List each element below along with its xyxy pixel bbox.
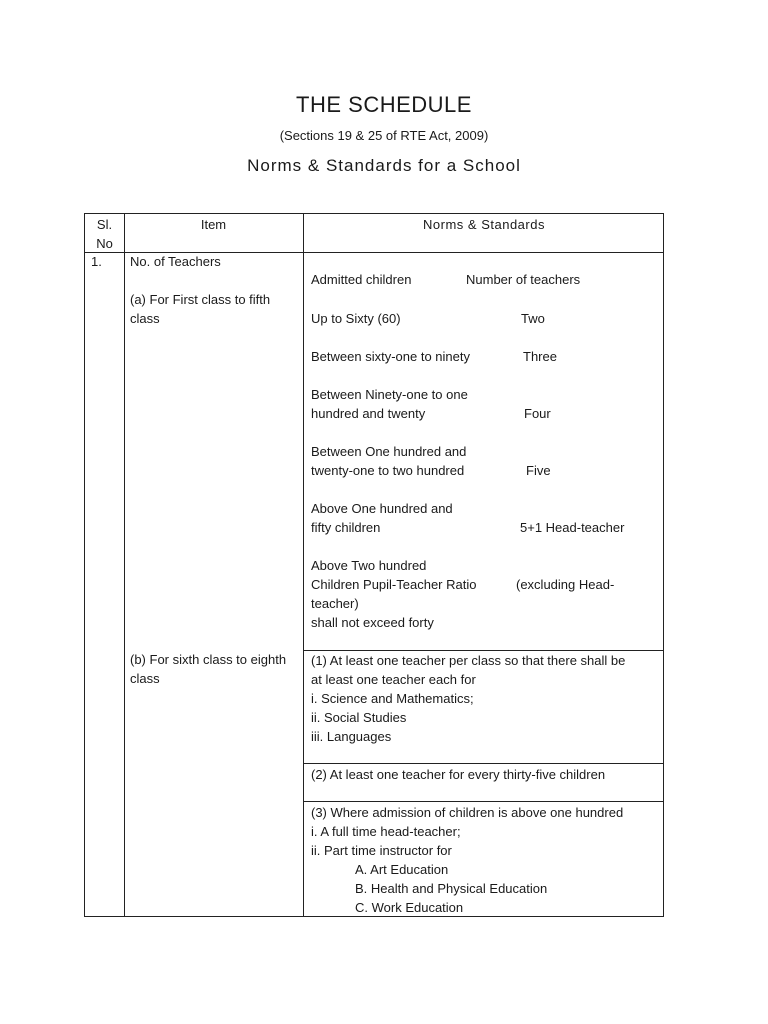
norm-teachers: Two <box>521 311 545 326</box>
admitted-children-header: Admitted children <box>311 272 412 287</box>
upper-norm-1: (1) At least one teacher per class so that there shall be at least one teacher each for i. Science and Mathematics; ii. Social Studies iii. Languages <box>311 653 626 744</box>
sl-no-cell: 1. <box>91 254 102 269</box>
document-subtitle: (Sections 19 & 25 of RTE Act, 2009) <box>279 128 489 143</box>
pupil-teacher-ratio-norm: Above Two hundred Children Pupil-Teacher Ratio (excluding Head- teacher) shall not exceed forty <box>311 558 615 630</box>
norm-teachers: Five <box>526 463 551 478</box>
number-of-teachers-header: Number of teachers <box>466 272 581 287</box>
upper-norm-3: (3) Where admission of children is above one hundred i. A full time head-teacher; ii. Part time instructor for A. Art Education B. Health and Physical Education C. Work Education <box>311 803 661 917</box>
norm-row <box>311 309 661 328</box>
upper-norm-2: (2) At least one teacher for every thirty-five children <box>311 767 606 782</box>
norm-admitted: Between Ninety-one to one hundred and twenty <box>311 387 468 421</box>
header-item: Item <box>200 217 227 232</box>
item-upper-classes: (b) For sixth class to eighth class <box>130 652 287 686</box>
norm-row <box>311 442 661 480</box>
norm-row <box>311 499 661 537</box>
column-divider <box>303 214 304 916</box>
norm-admitted: Between One hundred and twenty-one to two hundred <box>311 444 467 478</box>
norm-teachers: Four <box>524 406 551 421</box>
norm-row <box>311 385 661 423</box>
norm-row <box>311 347 661 366</box>
column-divider <box>124 214 125 916</box>
sub-item: C. Work Education <box>355 900 464 915</box>
header-sl-no: Sl. No <box>96 217 113 251</box>
norm-teachers: 5+1 Head-teacher <box>520 520 625 535</box>
header-norms: Norms & Standards <box>423 217 545 232</box>
sub-item: B. Health and Physical Education <box>355 881 548 896</box>
document-title: THE SCHEDULE <box>296 92 472 117</box>
norm-admitted: Between sixty-one to ninety <box>311 349 470 364</box>
item-title: No. of Teachers <box>130 254 221 269</box>
row-divider <box>303 763 663 764</box>
norm-admitted: Above One hundred and fifty children <box>311 501 453 535</box>
document-heading: Norms & Standards for a School <box>247 156 521 175</box>
row-divider <box>303 801 663 802</box>
sub-item: A. Art Education <box>355 862 449 877</box>
norm-teachers: Three <box>523 349 557 364</box>
norms-table <box>84 213 664 917</box>
item-primary-classes: (a) For First class to fifth class <box>130 292 271 326</box>
norm-admitted: Up to Sixty (60) <box>311 311 401 326</box>
